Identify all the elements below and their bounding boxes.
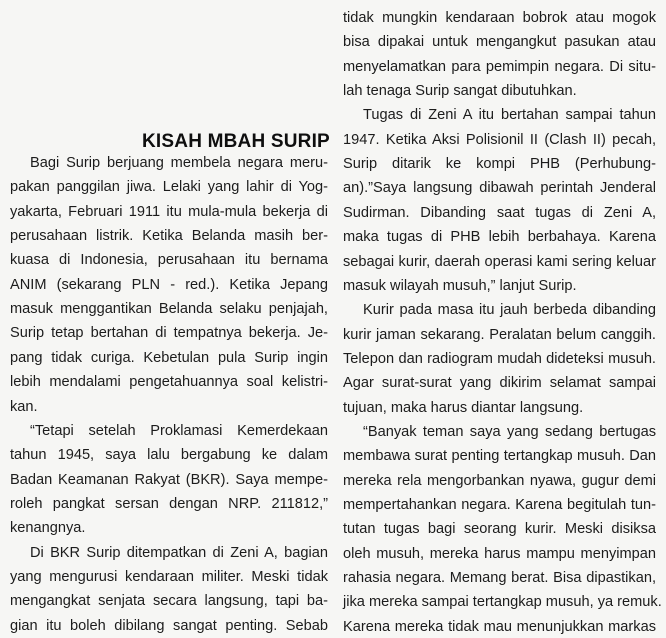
text-line: oleh musuh, mereka harus mampu menyimpan [343,545,656,562]
text-line: maka tugas di PHB lebih berbahaya. Karena [343,229,656,246]
text-line: “Banyak teman saya yang sedang bertugas [363,423,656,440]
text-line: Agar surat-surat yang dikirim selamat sampai [343,375,656,392]
text-line: Tugas di Zeni A itu bertahan sampai tahun [363,107,656,124]
text-line: tahun 1945, saya lalu bergabung ke dalam [10,447,328,464]
text-line: lebih mendalami pengetahuannya soal kelistri- [10,374,328,391]
text-line: Karena mereka tidak mau menunjukkan markas [343,618,656,635]
text-line: mengangkat senjata secara langsung, tapi ba- [10,593,328,610]
text-line: masuk wilayah musuh,” lanjut Surip. [343,277,577,294]
text-line: tujuan, maka harus diantar langsung. [343,399,584,416]
text-line: pakan panggilan jiwa. Lelaki yang lahir di Yog- [10,179,328,196]
text-line: tidak mungkin kendaraan bobrok atau mogok [343,10,656,26]
text-line: gian itu boleh dibilang sangat penting. Sebab [10,617,328,634]
text-line: membawa surat penting tertangkap musuh. Dan [343,448,656,465]
text-line: lah tenaga Surip sangat dibutuhkan. [343,83,577,100]
text-line: an).”Saya langsung dibawah perintah Jenderal [343,180,656,197]
text-line: kurir jaman sekarang. Peralatan belum canggih. [343,326,656,343]
text-line: kuasa di Indonesia, perusahaan itu bernama [10,252,328,269]
text-line: Bagi Surip berjuang membela negara meru- [30,155,328,171]
text-line: ANIM (sekarang PLN - red.). Ketika Jepang [10,276,328,293]
text-line: Badan Keamanan Rakyat (BKR). Saya mempe- [10,471,328,488]
text-line: perusahaan listrik. Ketika Belanda masih ber- [10,228,328,245]
text-line: yang mengurusi kendaraan militer. Meski tidak [10,568,328,585]
text-line: kenangnya. [10,520,86,537]
text-line: Surip tetap bertahan di tempatnya bekerja. Je- [10,325,328,342]
text-line: kan. [10,398,38,415]
text-line: 1947. Ketika Aksi Polisionil II (Clash II) pecah, [343,131,656,148]
text-line: rahasia negara. Memang berat. Bisa dipastikan, [343,570,656,587]
text-line: jika mereka sampai tertangkap musuh, ya remuk. [343,594,662,611]
text-line: mereka rela mengorbankan nyawa, gugur demi [343,472,656,489]
text-line: Kurir pada masa itu jauh berbeda dibanding [363,302,656,319]
text-line: masuk menggantikan Belanda selaku penjajah, [10,301,328,318]
text-line: Telepon dan radiogram mudah dideteksi musuh. [343,350,656,367]
text-line: bisa dipakai untuk mengangkut pasukan atau [343,34,656,51]
article-title: KISAH MBAH SURIP [142,131,330,152]
text-line: pang tidak curiga. Kebetulan pula Surip ingin [10,349,328,366]
text-line: “Tetapi setelah Proklamasi Kemerdekaan [30,422,328,439]
text-line: yakarta, Februari 1911 itu mula-mula bekerja di [10,203,328,220]
text-line: menyelamatkan para pemimpin negara. Di situ- [343,58,656,75]
text-line: Di BKR Surip ditempatkan di Zeni A, bagian [30,544,328,561]
text-line: roleh pangkat sersan dengan NRP. 211812,” [10,495,328,512]
text-line: mempertahankan negara. Karena begitulah tun- [343,497,656,513]
text-line: tutan tugas bagi seorang kurir. Meski disiksa [343,521,656,538]
text-line: sebagai kurir, daerah operasi kami sering keluar [343,253,656,270]
text-line: Surip ditarik ke kompi PHB (Perhubung- [343,156,656,173]
text-line: Sudirman. Dibanding saat tugas di Zeni A, [343,204,656,221]
